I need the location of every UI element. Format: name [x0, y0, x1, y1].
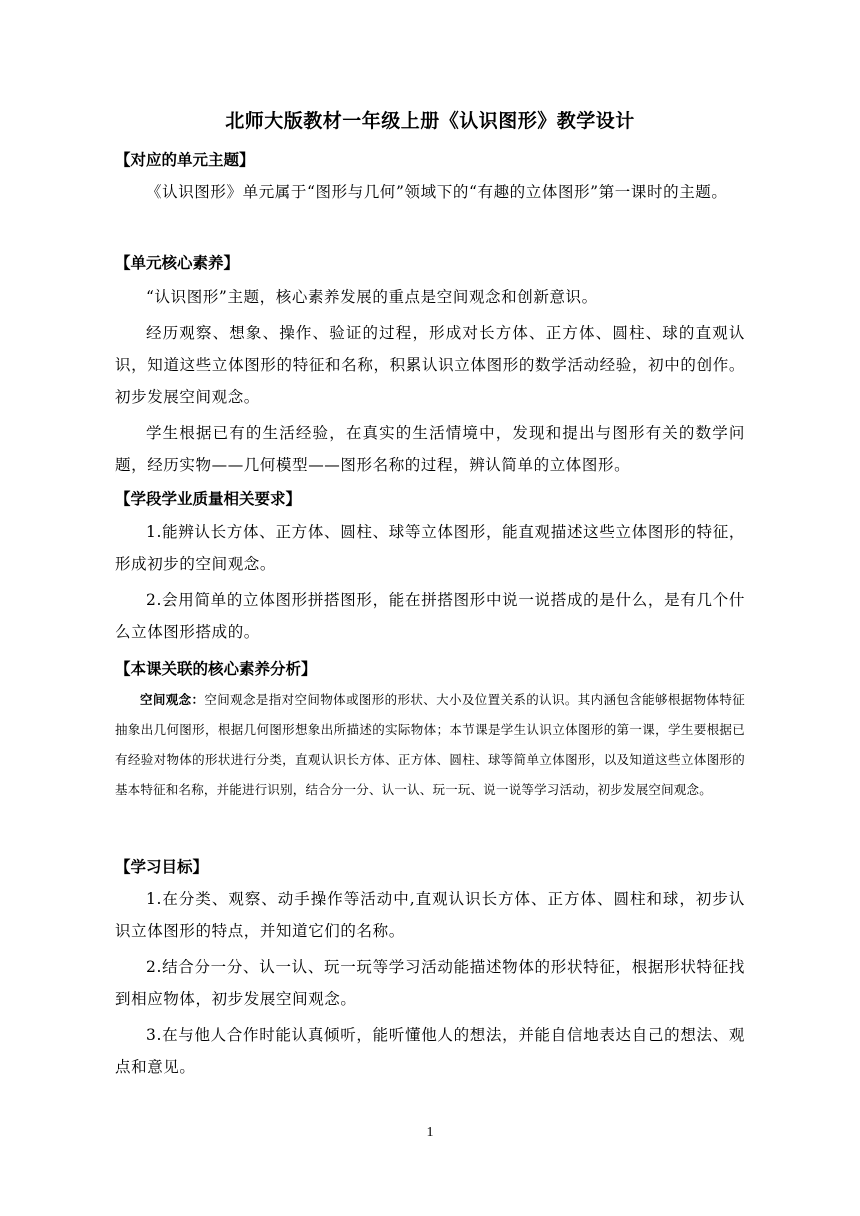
section-heading: 【学习目标】: [115, 858, 209, 876]
page-number: 1: [426, 1125, 434, 1140]
paragraph: 学生根据已有的生活经验，在真实的生活情境中，发现和提出与图形有关的数学问题，经历实物——几何模型——图形名称的过程，辨认简单的立体图形。: [115, 424, 745, 474]
paragraph: 3.在与他人合作时能认真倾听，能听懂他人的想法，并能自信地表达自己的想法、观点和意见。: [115, 1026, 745, 1076]
analysis-paragraph: [115, 685, 745, 805]
paragraph: “认识图形”主题，核心素养发展的重点是空间观念和创新意识。: [146, 288, 598, 306]
paragraph: 经历观察、想象、操作、验证的过程，形成对长方体、正方体、圆柱、球的直观认识，知道这些立体图形的特征和名称，积累认识立体图形的数学活动经验，初中的创作。初步发展空间观念。: [115, 324, 745, 406]
paragraph: 1.在分类、观察、动手操作等活动中,直观认识长方体、正方体、圆柱和球，初步认识立体图形的特点，并知道它们的名称。: [115, 890, 745, 940]
section-learning-objectives: [115, 857, 745, 1083]
paragraph: 2.会用简单的立体图形拼搭图形，能在拼搭图形中说一说搭成的是什么，是有几个什么立体图形搭成的。: [115, 591, 745, 641]
section-heading: 【单元核心素养】: [115, 254, 240, 272]
paragraph: 1.能辨认长方体、正方体、圆柱、球等立体图形，能直观描述这些立体图形的特征，形成初步的空间观念。: [115, 523, 745, 573]
analysis-label: 空间观念：: [140, 692, 205, 707]
document-title: 北师大版教材一年级上册《认识图形》教学设计: [225, 110, 635, 132]
section-heading: 【对应的单元主题】: [115, 151, 255, 169]
section-heading: 【学段学业质量相关要求】: [115, 490, 302, 508]
section-quality-requirements: [115, 489, 745, 648]
paragraph: 2.结合分一分、认一认、玩一玩等学习活动能描述物体的形状特征，根据形状特征找到相应物体，初步发展空间观念。: [115, 958, 745, 1008]
paragraph: 《认识图形》单元属于“图形与几何”领域下的“有趣的立体图形”第一课时的主题。: [146, 183, 728, 201]
section-literacy-analysis: [115, 659, 745, 805]
analysis-text: 空间观念是指对空间物体或图形的形状、大小及位置关系的认识。其内涵包含能够根据物体特征抽象出几何图形，根据几何图形想象出所描述的实际物体；本节课是学生认识立体图形的第一课，学生要根据已有经验对物体的形状进行分类，直观认识长方体、正方体、圆柱、球等简单立体图形，以及知道这些立体图形的基本特征和名称，并能进行识别，结合分一分、认一认、玩一玩、说一说等学习活动，初步发展空间观念。: [115, 692, 745, 797]
section-heading: 【本课关联的核心素养分析】: [115, 660, 317, 678]
section-unit-theme: [115, 150, 745, 208]
section-core-literacy: [115, 253, 745, 481]
